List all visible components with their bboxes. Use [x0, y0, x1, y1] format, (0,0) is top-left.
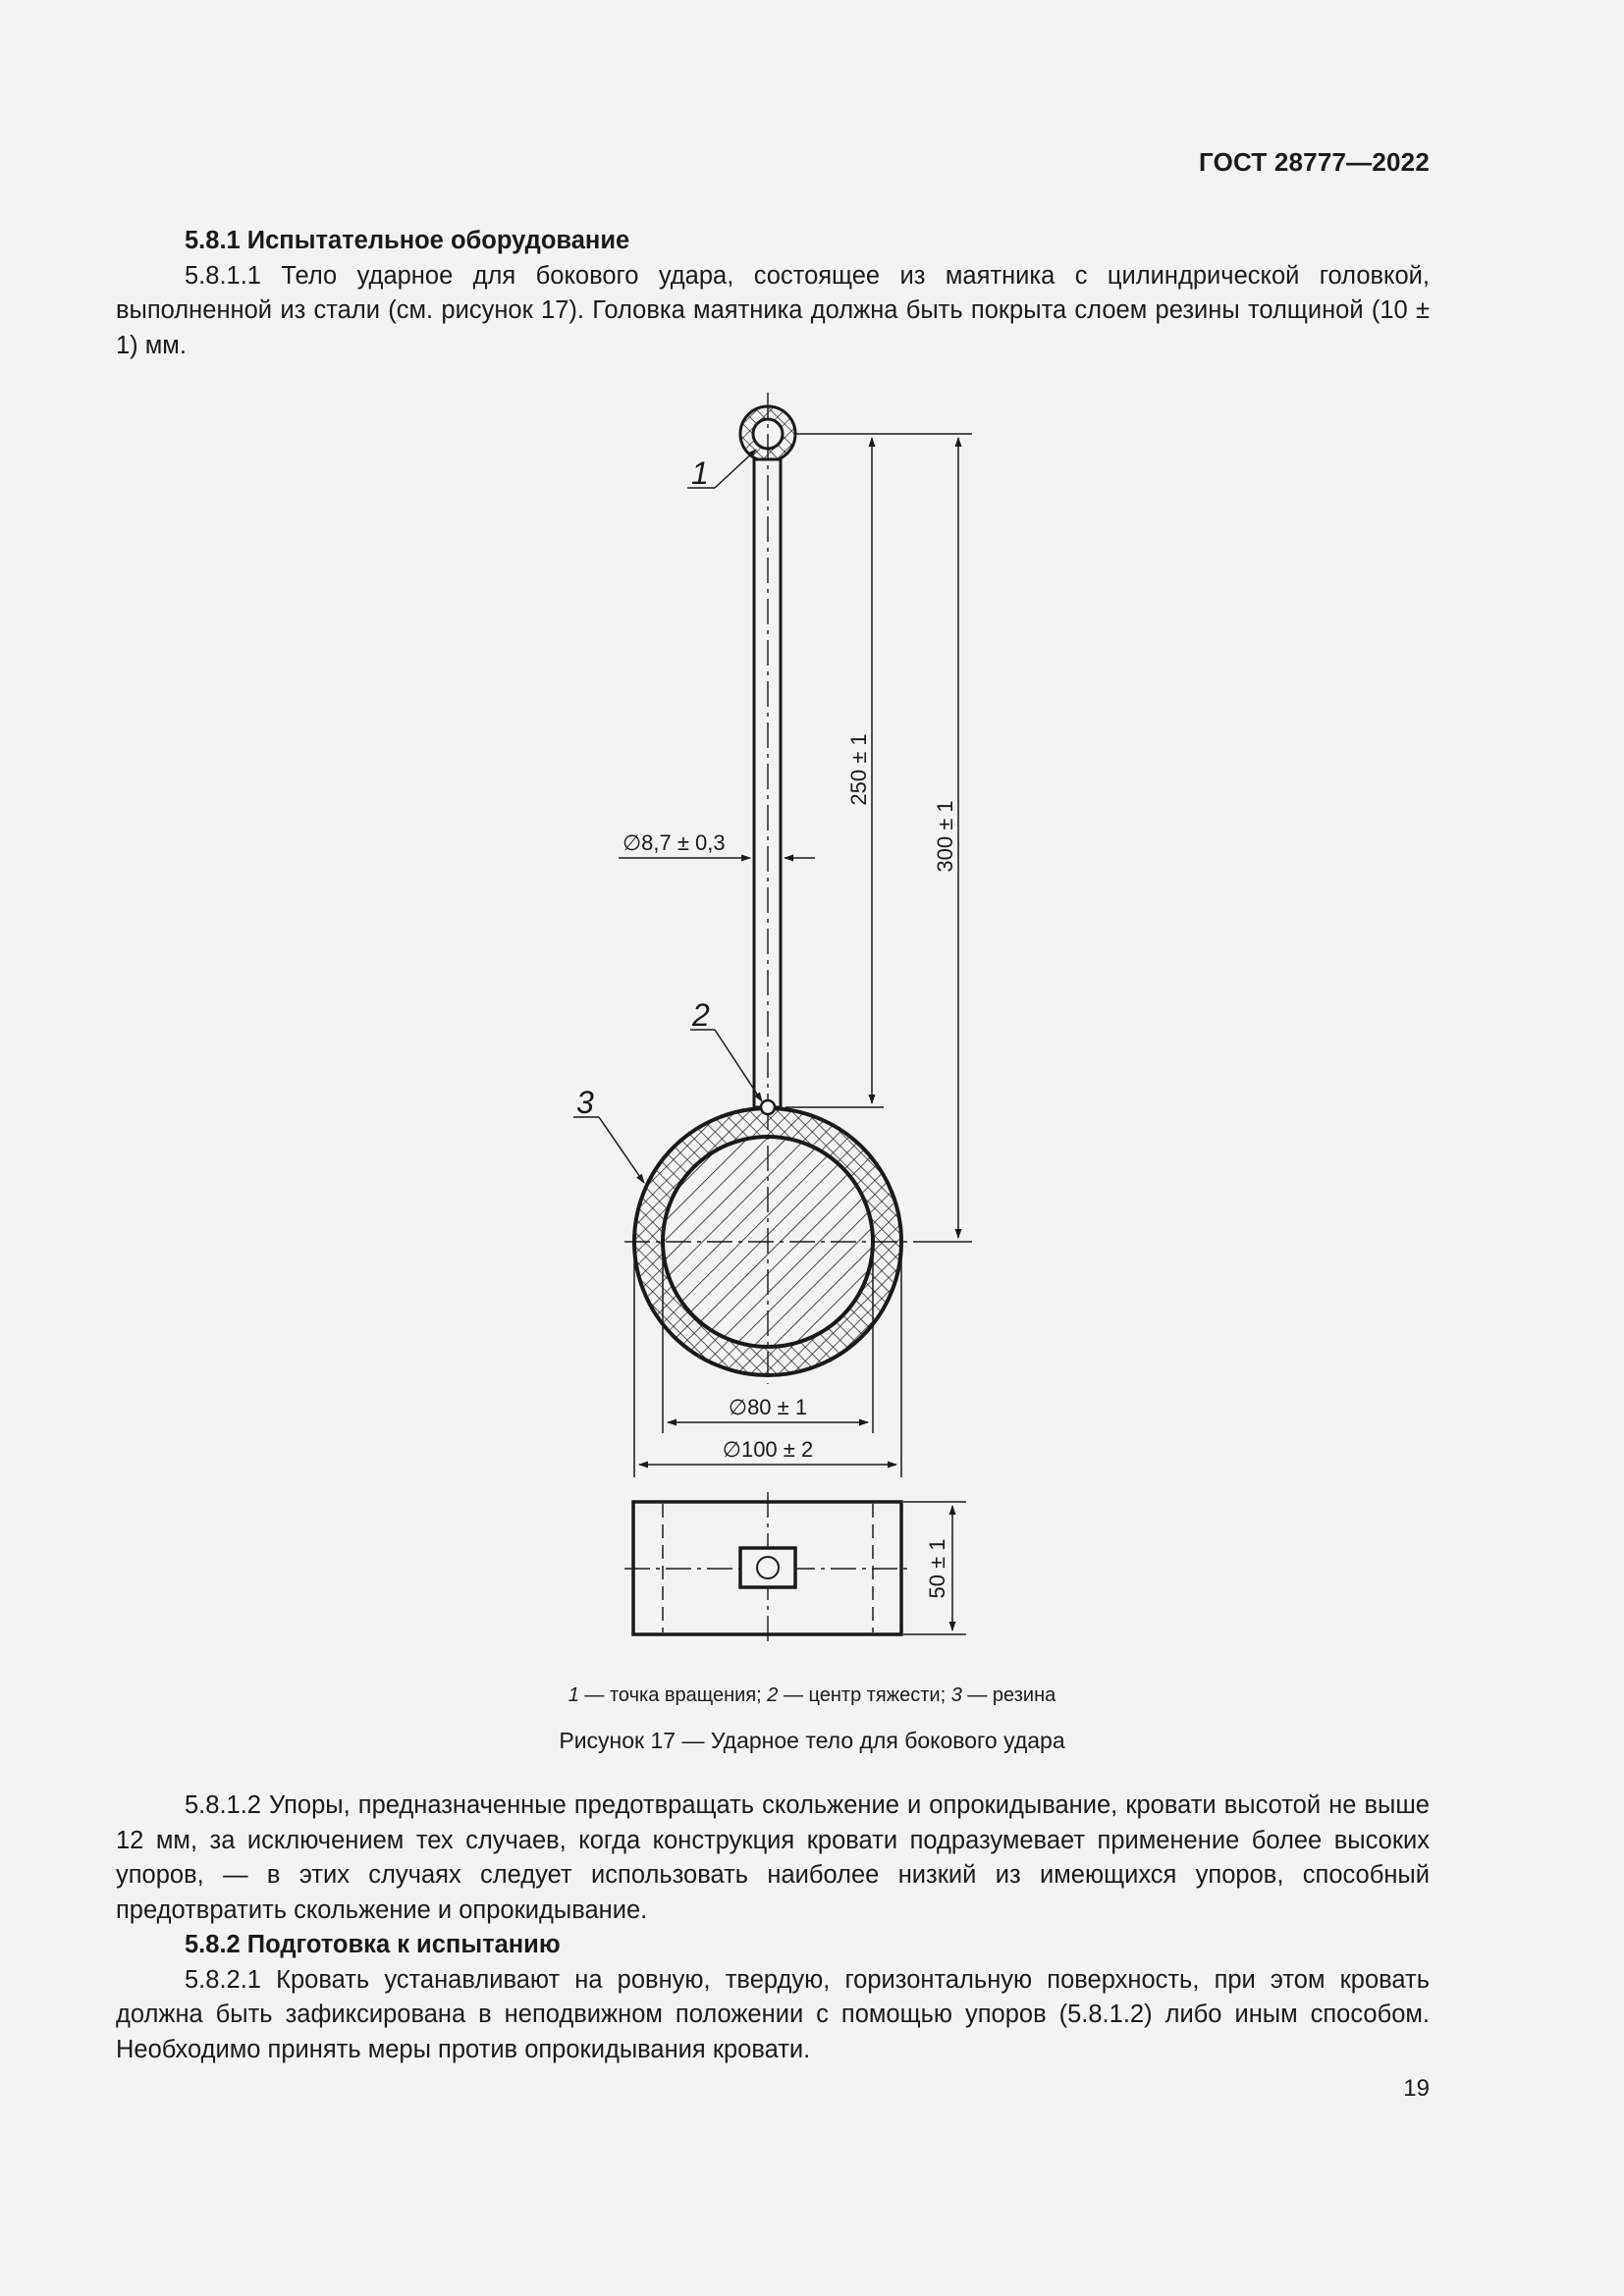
legend-text-2: — центр тяжести; [778, 1684, 951, 1706]
center-of-gravity-marker [761, 1100, 775, 1114]
callout-2 [690, 997, 762, 1101]
legend-num-3: 3 [950, 1684, 962, 1706]
dim-100: ∅100 ± 2 [722, 1437, 814, 1462]
figure-caption: Рисунок 17 — Ударное тело для бокового удара [559, 1728, 1065, 1753]
page-number: 19 [1403, 2075, 1430, 2102]
dim-50: 50 ± 1 [925, 1538, 949, 1599]
dim-250: 250 ± 1 [846, 733, 871, 806]
legend-num-2: 2 [767, 1684, 779, 1706]
figure-17 [0, 393, 1624, 1669]
svg-text:3: 3 [576, 1085, 594, 1120]
pendulum-rod [754, 393, 781, 1107]
paragraph-5-8-1-1: 5.8.1.1 Тело ударное для бокового удара, состоящее из маятника с цилиндрической головкой, выполненной из стали (см. рисунок 17). Головка маятника должна быть покрыта слоем резины толщиной (10 ± 1) мм. [116, 261, 1430, 359]
legend-num-1: 1 [568, 1684, 579, 1706]
dim-300: 300 ± 1 [933, 800, 957, 873]
section-5-8-1 [116, 224, 1430, 363]
heading-5-8-1: 5.8.1 Испытательное оборудование [185, 227, 630, 254]
figure-legend [0, 1684, 1624, 1707]
paragraph-5-8-1-2: 5.8.1.2 Упоры, предназначенные предотвращать скольжение и опрокидывание, кровати высотой не выше 12 мм, за исключением тех случаев, когда конструкция кровати подразумевает применение более высоких упоров, — в этих случаях следует использовать наиболее низкий из имеющихся упоров, способный предотвратить скольжение и опрокидывание. [116, 1791, 1430, 1924]
side-view [624, 1492, 966, 1644]
svg-text:2: 2 [692, 997, 710, 1033]
section-5-8-1-2-and-5-8-2 [116, 1789, 1430, 2067]
pendulum-head [624, 1100, 911, 1384]
legend-text-3: — резина [961, 1684, 1056, 1706]
figure-drawing [0, 393, 1624, 1669]
callout-3 [573, 1085, 644, 1183]
heading-5-8-2: 5.8.2 Подготовка к испытанию [185, 1931, 561, 1958]
dimension-rod-diameter [619, 830, 815, 858]
legend-text-1: — точка вращения; [578, 1684, 768, 1706]
standard-code: ГОСТ 28777—2022 [1199, 147, 1430, 177]
svg-text:1: 1 [691, 455, 709, 491]
dim-80: ∅80 ± 1 [728, 1395, 808, 1419]
callout-1 [687, 450, 756, 491]
dim-rod-diameter: ∅8,7 ± 0,3 [623, 830, 726, 855]
paragraph-5-8-2-1: 5.8.2.1 Кровать устанавливают на ровную, твердую, горизонтальную поверхность, при этом кровать должна быть зафиксирована в неподвижном положении с помощью упоров (5.8.1.2) либо иным способом. Необходимо принять меры против опрокидывания кровати. [116, 1965, 1430, 2063]
